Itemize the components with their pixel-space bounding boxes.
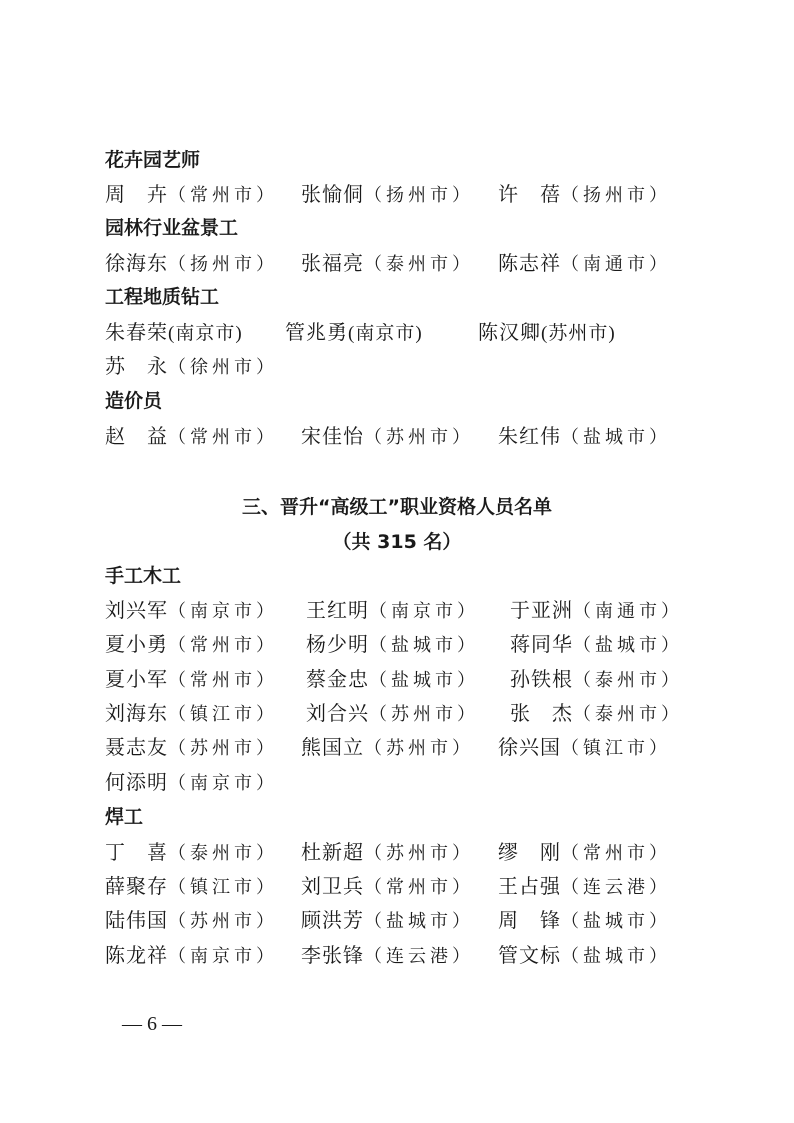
- name-entry: 朱春荣(南京市): [105, 320, 243, 344]
- section-heading-cost-engineer: 造价员: [105, 390, 163, 412]
- name-entry: 何添明（南京市）: [105, 770, 278, 794]
- name-entry: 陈龙祥（南京市）: [105, 943, 278, 967]
- name-entry: 管文标（盐城市）: [498, 943, 671, 967]
- section-heading-geo-driller: 工程地质钻工: [105, 286, 220, 308]
- section-heading-welder: 焊工: [105, 806, 144, 828]
- section-heading-manual-carpenter: 手工木工: [105, 565, 182, 587]
- name-entry: 王红明（南京市）: [306, 598, 479, 622]
- name-entry: 王占强（连云港）: [498, 874, 671, 898]
- name-entry: 孙铁根（泰州市）: [510, 667, 683, 691]
- name-entry: 夏小勇（常州市）: [105, 632, 278, 656]
- name-entry: 刘兴军（南京市）: [105, 598, 278, 622]
- name-entry: 熊国立（苏州市）: [301, 735, 474, 759]
- name-entry: 陆伟国（苏州市）: [105, 908, 278, 932]
- name-entry: 许 蓓（扬州市）: [498, 182, 671, 206]
- name-entry: 周 卉（常州市）: [105, 182, 278, 206]
- section-heading-bonsai-worker: 园林行业盆景工: [105, 217, 239, 239]
- name-entry: 刘卫兵（常州市）: [301, 874, 474, 898]
- name-entry: 顾洪芳（盐城市）: [301, 908, 474, 932]
- name-entry: 刘合兴（苏州市）: [306, 701, 479, 725]
- name-entry: 蔡金忠（盐城市）: [306, 667, 479, 691]
- name-entry: 陈志祥（南通市）: [498, 251, 671, 275]
- name-entry: 薛聚存（镇江市）: [105, 874, 278, 898]
- name-entry: 管兆勇(南京市): [285, 320, 423, 344]
- name-entry: 朱红伟（盐城市）: [498, 424, 671, 448]
- name-entry: 苏 永（徐州市）: [105, 354, 278, 378]
- name-entry: 周 锋（盐城市）: [498, 908, 671, 932]
- section-three-title: 三、晋升“高级工”职业资格人员名单: [242, 496, 552, 518]
- name-entry: 陈汉卿(苏州市): [478, 320, 616, 344]
- name-entry: 蒋同华（盐城市）: [510, 632, 683, 656]
- name-entry: 赵 益（常州市）: [105, 424, 278, 448]
- name-entry: 杜新超（苏州市）: [301, 840, 474, 864]
- name-entry: 聂志友（苏州市）: [105, 735, 278, 759]
- name-entry: 张 杰（泰州市）: [510, 701, 683, 725]
- name-entry: 于亚洲（南通市）: [510, 598, 683, 622]
- name-entry: 李张锋（连云港）: [301, 943, 474, 967]
- section-heading-flower-gardener: 花卉园艺师: [105, 149, 201, 171]
- name-entry: 宋佳怡（苏州市）: [301, 424, 474, 448]
- page-number: — 6 —: [122, 1013, 182, 1035]
- name-entry: 张愉侗（扬州市）: [301, 182, 474, 206]
- name-entry: 夏小军（常州市）: [105, 667, 278, 691]
- name-entry: 张福亮（泰州市）: [301, 251, 474, 275]
- name-entry: 杨少明（盐城市）: [306, 632, 479, 656]
- name-entry: 徐兴国（镇江市）: [498, 735, 671, 759]
- name-entry: 刘海东（镇江市）: [105, 701, 278, 725]
- name-entry: 丁 喜（泰州市）: [105, 840, 278, 864]
- name-entry: 徐海东（扬州市）: [105, 251, 278, 275]
- section-three-count: （共 315 名）: [332, 531, 462, 553]
- name-entry: 缪 刚（常州市）: [498, 840, 671, 864]
